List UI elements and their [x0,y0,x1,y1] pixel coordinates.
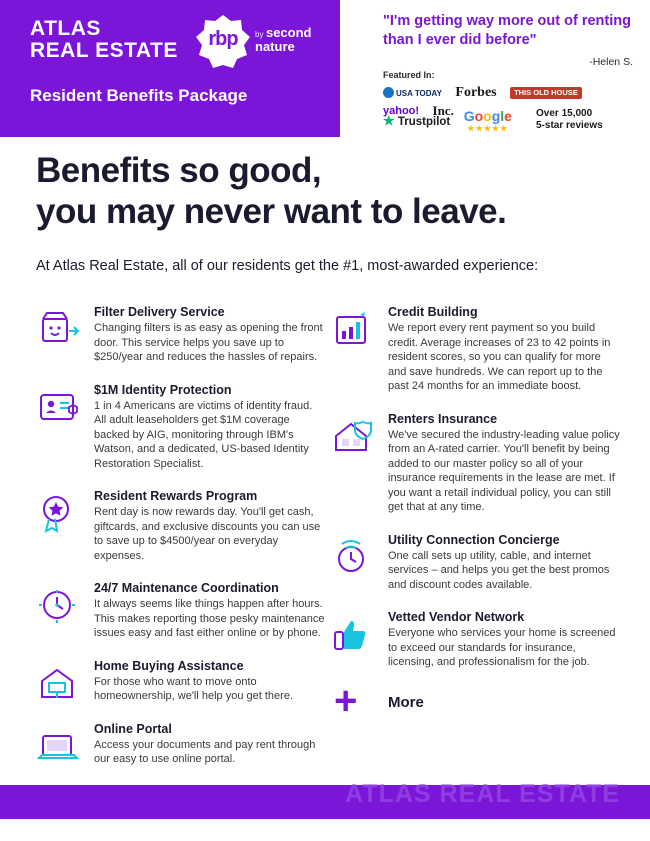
benefit-title: Utility Connection Concierge [388,532,560,547]
benefit-item [36,489,326,563]
press-logos-row-2 [383,108,638,133]
house-shield-icon [330,414,376,460]
wifi-clock-icon [330,535,376,581]
headline-line-1: Benefits so good, [36,151,322,190]
this-old-house-logo: THIS OLD HOUSE [510,87,582,99]
page-title [36,150,626,232]
reviews-count-line-2: 5-star reviews [536,120,603,131]
award-ribbon-icon [36,491,82,537]
benefit-item [330,412,620,515]
benefit-body: Access your documents and pay rent through our easy to use online portal. [94,738,316,765]
benefit-title: Filter Delivery Service [94,305,225,319]
benefit-title: Home Buying Assistance [94,658,244,673]
more-label: More [388,693,424,711]
benefit-title: Online Portal [94,721,172,736]
benefit-item [36,581,326,641]
google-logo: Google ★★★★★ [463,108,512,133]
inc-logo: Inc. [432,102,454,118]
more-benefits-row [330,678,620,723]
benefit-item [36,722,326,767]
id-card-icon [36,385,82,431]
thumbs-up-icon [330,612,376,658]
rbp-badge [195,14,320,70]
benefit-title: Resident Rewards Program [94,489,258,503]
benefit-body: We've secured the industry-leading value policy from an A-rated carrier. You'll benefit by being added to our master policy so all of your insurance requirements in the lease are met. If you want a retail individual policy, you can still get that at any time. [388,428,620,513]
bar-chart-icon [330,307,376,353]
testimonial-quote: "I'm getting way more out of renting than I ever did before" [383,13,631,48]
benefit-body: One call sets up utility, cable, and internet services – and helps you get the best promos and discount codes available. [388,549,610,591]
usa-today-logo-text: USA TODAY [396,89,442,99]
clock-icon [36,583,82,629]
benefit-body: It always seems like things happen after hours. This makes reporting those pesky maintenance issues easy and fast either online or by phone. [94,598,325,639]
laptop-icon [36,724,82,770]
testimonial-author: -Helen S. [589,56,633,68]
benefit-item [36,659,326,704]
reviews-count [536,108,636,132]
brand-line-1: ATLAS [30,17,101,40]
plus-icon: + [334,678,358,723]
rbp-partner-name: second nature [255,25,312,54]
benefits-column-left [36,305,326,785]
yahoo-logo: yahoo! [383,104,420,117]
filter-box-icon [36,307,82,353]
benefit-body: We report every rent payment so you build credit. Average increases of 23 to 42 points in resident scores, so you can qualify for more and save hundreds. We can report up to the past 24 months for an immediate boost. [388,322,611,392]
benefit-item [330,533,620,593]
benefit-body: Changing filters is as easy as opening the front door. This service helps you save up to $250/year and reduces the hassles of repairs. [94,322,323,363]
rbp-by-label: by [255,30,264,39]
trustpilot-logo-text: Trustpilot [397,115,451,128]
benefit-body: 1 in 4 Americans are victims of identity fraud. All adult leaseholders get $1M coverage backed by AIG, monitoring through IBM's Watson, and a dedicated, US-based Identity Restoration Specialist. [94,399,313,470]
usa-today-logo [383,87,442,98]
page-subtitle: At Atlas Real Estate, all of our residents get the #1, most-awarded experience: [36,258,539,274]
benefit-title: Vetted Vendor Network [388,610,525,624]
house-sign-icon [36,661,82,707]
brand-logo [30,18,178,62]
benefits-column-right [330,305,620,723]
forbes-logo: Forbes [455,84,497,100]
google-stars-icon: ★★★★★ [467,124,509,133]
brand-line-2: REAL ESTATE [30,39,178,62]
benefit-item [36,383,326,472]
benefit-item [330,305,620,394]
page-footer [0,780,650,819]
benefit-title: Renters Insurance [388,411,498,426]
rbp-badge-text: rbp [208,28,238,50]
trustpilot-logo [383,113,450,129]
featured-in-label: Featured In: [383,70,435,80]
benefit-title: 24/7 Maintenance Coordination [94,581,279,595]
benefit-body: Everyone who services your home is screened to exceed our standards for insurance, licensing, and professionalism for the job. [388,627,616,668]
rbp-partner [255,26,320,54]
reviews-count-line-1: Over 15,000 [536,108,593,119]
header-subtitle: Resident Benefits Package [30,86,248,105]
benefit-body: For those who want to move onto homeownership, we'll help you get there. [94,675,293,702]
trustpilot-star-icon: ★ [383,112,395,128]
footer-brand-text: ATLAS REAL ESTATE [345,780,620,808]
page-header [0,0,650,137]
benefit-body: Rent day is now rewards day. You'll get cash, giftcards, and exclusive discounts you can use to save up to $4500/year on everyday expenses. [94,506,321,562]
benefit-title: $1M Identity Protection [94,382,232,397]
benefit-item [36,305,326,365]
headline-line-2: you may never want to leave. [36,192,507,231]
benefit-item [330,610,620,670]
benefit-title: Credit Building [388,305,478,319]
